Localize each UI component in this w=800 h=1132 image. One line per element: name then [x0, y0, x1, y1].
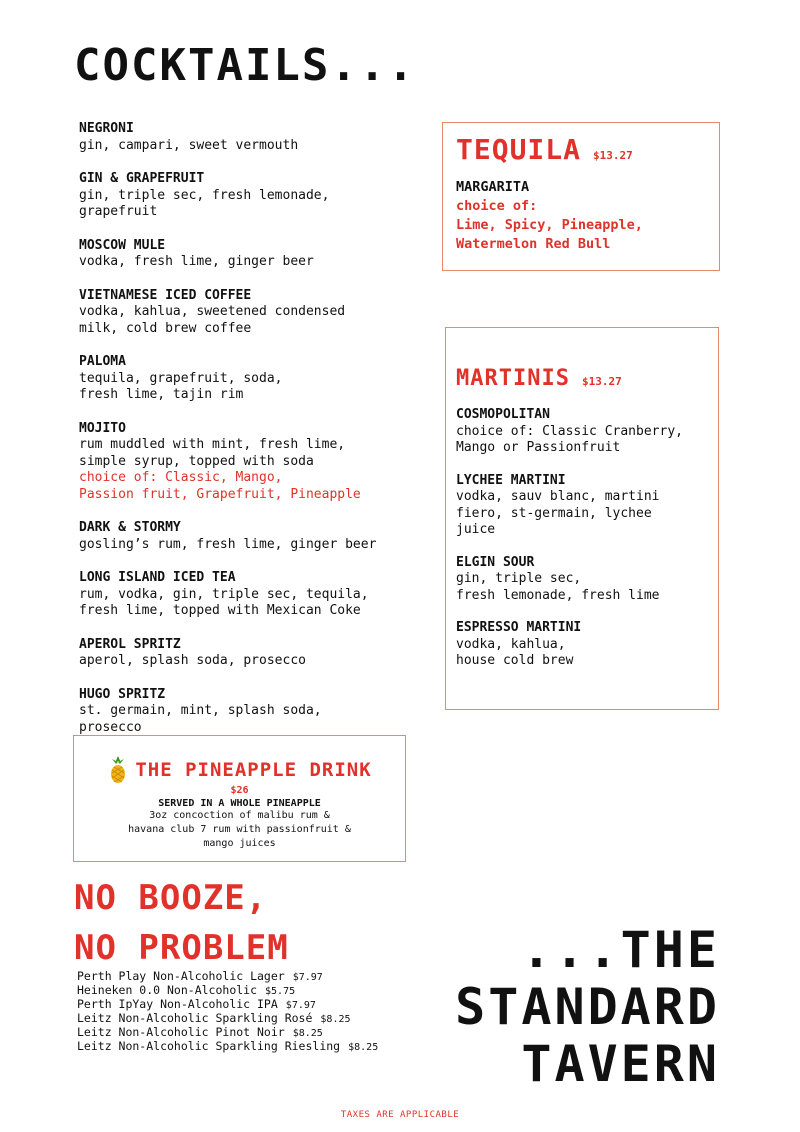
list-item	[77, 1040, 378, 1054]
na-drink-name: Leitz Non-Alcoholic Sparkling Rosé	[77, 1011, 313, 1025]
martini-name: COSMOPOLITAN	[456, 407, 550, 422]
taxes-note: TAXES ARE APPLICABLE	[340, 1110, 460, 1120]
tequila-section	[442, 122, 720, 271]
pineapple-heading-row	[82, 756, 397, 784]
na-drink-price: $8.25	[320, 1014, 351, 1025]
pineapple-icon	[107, 756, 129, 784]
pineapple-title: THE PINEAPPLE DRINK	[135, 759, 372, 781]
na-drink-price: $7.97	[285, 1000, 316, 1011]
brand-line3: TAVERN	[521, 1035, 720, 1093]
cocktail-description: gin, campari, sweet vermouth	[79, 137, 299, 153]
brand-line1: ...THE	[521, 921, 720, 979]
cocktail-name: HUGO SPRITZ	[79, 686, 166, 702]
na-drink-name: Leitz Non-Alcoholic Pinot Noir	[77, 1025, 285, 1039]
cocktail-item	[79, 520, 439, 553]
martini-name: LYCHEE MARTINI	[456, 472, 566, 488]
martini-item	[456, 555, 708, 605]
cocktail-description: gosling’s rum, fresh lime, ginger beer	[79, 536, 377, 552]
cocktail-item	[79, 421, 439, 504]
non-alcoholic-list	[77, 970, 378, 1054]
na-drink-price: $8.25	[348, 1042, 379, 1053]
margarita-choice: choice of: Lime, Spicy, Pineapple, Watermelon Red Bull	[456, 198, 643, 252]
martini-description: choice of: Classic Cranberry, Mango or Passionfruit	[456, 423, 683, 455]
cocktail-item	[79, 121, 439, 154]
pineapple-subtitle: SERVED IN A WHOLE PINEAPPLE	[158, 798, 321, 809]
margarita-item	[456, 178, 706, 254]
martini-item	[456, 407, 708, 457]
tequila-price: $13.27	[593, 149, 633, 162]
cocktail-description: rum, vodka, gin, triple sec, tequila, fresh lime, topped with Mexican Coke	[79, 586, 369, 618]
martini-item	[456, 620, 708, 670]
tequila-heading: TEQUILA	[456, 133, 582, 166]
cocktail-name: PALOMA	[79, 354, 126, 369]
martinis-price: $13.27	[581, 375, 622, 388]
cocktail-name: MOJITO	[79, 420, 126, 436]
cocktail-item	[79, 687, 439, 737]
cocktail-item	[79, 570, 439, 620]
cocktail-name: APEROL SPRITZ	[79, 636, 181, 652]
brand-line2: STANDARD	[455, 978, 720, 1036]
cocktail-item	[79, 171, 439, 221]
cocktail-choice: choice of: Classic, Mango, Passion fruit, Grapefruit, Pineapple	[79, 470, 361, 502]
cocktail-item	[79, 288, 439, 338]
na-drink-price: $8.25	[292, 1028, 323, 1039]
list-item	[77, 984, 378, 998]
martini-description: vodka, sauv blanc, martini fiero, st-germain, lychee juice	[456, 489, 660, 537]
martinis-heading: MARTINIS	[456, 366, 570, 391]
martinis-heading-row	[456, 366, 708, 391]
cocktail-item	[79, 238, 439, 271]
martini-description: gin, triple sec, fresh lemonade, fresh lime	[456, 571, 660, 603]
cocktail-description: st. germain, mint, splash soda, prosecco	[79, 703, 322, 735]
cocktail-name: MOSCOW MULE	[79, 237, 166, 253]
na-drink-price: $7.97	[292, 972, 323, 983]
martini-description: vodka, kahlua, house cold brew	[456, 636, 574, 668]
martini-name: ESPRESSO MARTINI	[456, 620, 582, 635]
cocktail-description: aperol, splash soda, prosecco	[79, 653, 306, 668]
pineapple-description: 3oz concoction of malibu rum & havana club 7 rum with passionfruit & mango juices	[128, 810, 351, 849]
no-booze-heading-line2: NO PROBLEM	[74, 928, 289, 968]
list-item	[77, 1026, 378, 1040]
no-booze-heading	[74, 873, 289, 973]
martini-name: ELGIN SOUR	[456, 554, 535, 570]
martinis-section	[445, 327, 719, 710]
na-drink-name: Heineken 0.0 Non-Alcoholic	[77, 983, 258, 997]
na-drink-name: Perth Play Non-Alcoholic Lager	[77, 969, 285, 983]
brand-name	[455, 922, 720, 1093]
na-drink-name: Perth IpYay Non-Alcoholic IPA	[77, 997, 278, 1011]
cocktail-name: NEGRONI	[79, 121, 134, 136]
no-booze-heading-line1: NO BOOZE,	[74, 878, 268, 918]
list-item	[77, 970, 378, 984]
cocktail-name: VIETNAMESE ICED COFFEE	[79, 287, 252, 303]
martini-item	[456, 473, 708, 539]
cocktail-list	[79, 121, 439, 753]
page-title: COCKTAILS...	[74, 40, 416, 91]
list-item	[77, 1012, 378, 1026]
pineapple-price: $26	[230, 785, 249, 796]
na-drink-name: Leitz Non-Alcoholic Sparkling Riesling	[77, 1039, 341, 1053]
cocktail-description: vodka, fresh lime, ginger beer	[79, 254, 314, 269]
list-item	[77, 998, 378, 1012]
cocktail-item	[79, 354, 439, 404]
tequila-heading-row	[456, 133, 706, 166]
cocktail-item	[79, 637, 439, 670]
margarita-name: MARGARITA	[456, 179, 530, 195]
cocktail-description: tequila, grapefruit, soda, fresh lime, tajin rim	[79, 370, 283, 402]
na-drink-price: $5.75	[265, 986, 296, 997]
cocktail-description: rum muddled with mint, fresh lime, simple syrup, topped with soda	[79, 437, 346, 469]
cocktail-name: LONG ISLAND ICED TEA	[79, 570, 236, 585]
pineapple-drink-section	[73, 735, 406, 862]
cocktail-description: gin, triple sec, fresh lemonade, grapefruit	[79, 187, 330, 219]
cocktail-name: GIN & GRAPEFRUIT	[79, 171, 205, 186]
cocktail-name: DARK & STORMY	[79, 520, 181, 535]
cocktail-description: vodka, kahlua, sweetened condensed milk, cold brew coffee	[79, 304, 346, 336]
